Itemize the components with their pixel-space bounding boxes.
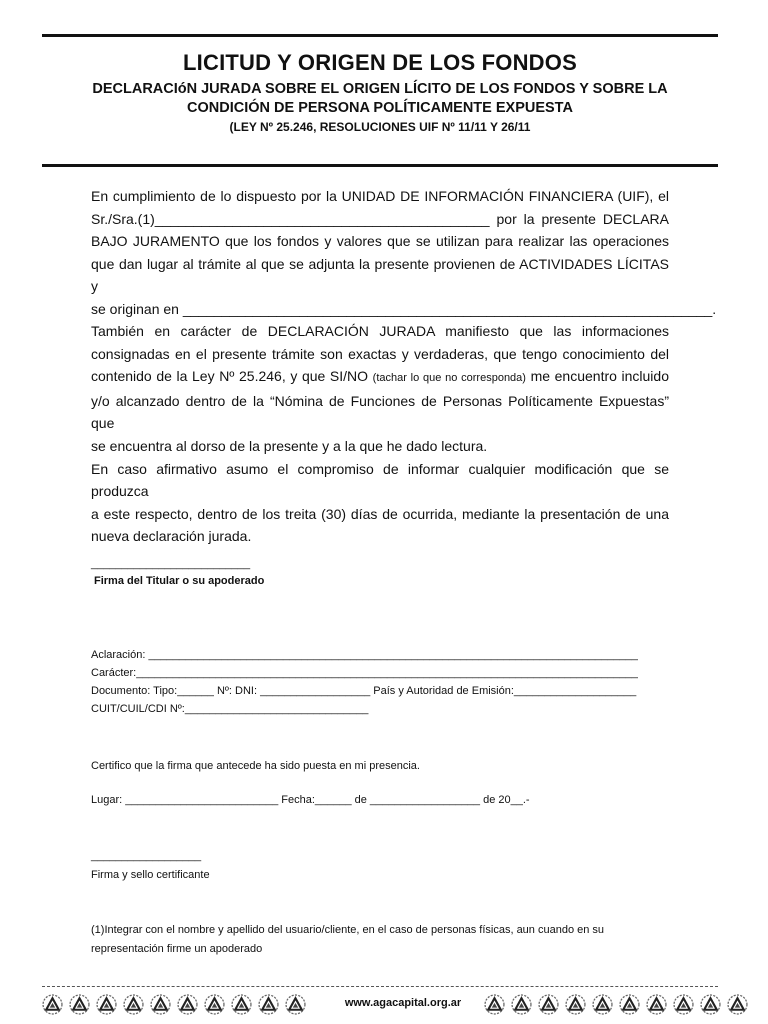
- para2-line3-end: me encuentro incluido: [525, 368, 669, 385]
- triangle-logo-icon: [42, 994, 63, 1015]
- para2-line: y/o alcanzado dentro de la “Nómina de Funciones de Personas Políticamente Expuestas” que: [91, 392, 669, 432]
- triangle-logo-icon: [619, 994, 640, 1015]
- certifier-signature-line: __________________: [91, 850, 202, 862]
- page-subtitle: [42, 80, 718, 118]
- para1-line: En cumplimiento de lo dispuesto por la UNIDAD DE INFORMACIÓN FINANCIERA (UIF), el: [91, 188, 669, 204]
- para1-line: se originan en ____________________________________________________________________.: [91, 300, 717, 317]
- triangle-logo-icon: [511, 994, 532, 1015]
- para2-line: se encuentra al dorso de la presente y a la que he dado lectura.: [91, 437, 488, 454]
- caracter-field[interactable]: Carácter:__________________________________________________________________________________: [91, 667, 638, 679]
- para1-line: Sr./Sra.(1)___________________________________________ por la presente DECLARA: [91, 210, 669, 227]
- triangle-logo-icon: [150, 994, 171, 1015]
- pep-paragraph: [91, 320, 669, 548]
- para2-line: consignadas en el presente trámite son exactas y verdaderas, que tengo conocimiento del: [91, 345, 669, 362]
- para1-line: que dan lugar al trámite al que se adjunta la presente provienen de ACTIVIDADES LÍCITAS y: [91, 255, 669, 295]
- footer-logos-right: [484, 994, 748, 1015]
- triangle-logo-icon: [69, 994, 90, 1015]
- triangle-logo-icon: [123, 994, 144, 1015]
- triangle-logo-icon: [538, 994, 559, 1015]
- triangle-logo-icon: [204, 994, 225, 1015]
- page-footer: [42, 986, 718, 1022]
- footer-top-rule: [42, 986, 718, 988]
- triangle-logo-icon: [177, 994, 198, 1015]
- para2-line: También en carácter de DECLARACIÓN JURADA manifiesto que las informaciones: [91, 323, 669, 339]
- para2-line: nueva declaración jurada.: [91, 528, 252, 545]
- lugar-fecha-field[interactable]: Lugar: _________________________ Fecha:______ de __________________ de 20__.-: [91, 794, 530, 806]
- triangle-logo-icon: [258, 994, 279, 1015]
- cuit-field[interactable]: CUIT/CUIL/CDI Nº:______________________________: [91, 703, 369, 715]
- documento-field[interactable]: Documento: Tipo:______ Nº: DNI: __________________ País y Autoridad de Emisión:____________________: [91, 685, 637, 697]
- para2-line3-note: (tachar lo que no corresponda): [372, 372, 526, 385]
- declaration-paragraph: [91, 185, 717, 321]
- para2-line3-start: contenido de la Ley Nº 25.246, y que SI/NO: [91, 368, 373, 385]
- triangle-logo-icon: [700, 994, 721, 1015]
- aclaracion-field[interactable]: Aclaración: ________________________________________________________________________________: [91, 649, 638, 661]
- footnote-line-1: (1)Integrar con el nombre y apellido del usuario/cliente, en el caso de personas físicas, aun cuando en su: [91, 924, 605, 936]
- footnote-line-2: representación firme un apoderado: [91, 943, 263, 955]
- triangle-logo-icon: [96, 994, 117, 1015]
- footer-website[interactable]: www.agacapital.org.ar: [344, 997, 462, 1009]
- triangle-logo-icon: [285, 994, 306, 1015]
- certify-text: Certifico que la firma que antecede ha sido puesta en mi presencia.: [91, 760, 420, 772]
- page-title: LICITUD Y ORIGEN DE LOS FONDOS: [183, 50, 577, 75]
- signature-line: __________________________: [91, 558, 251, 570]
- para2-line: [91, 365, 669, 390]
- para1-line: BAJO JURAMENTO que los fondos y valores que se utilizan para realizar las operaciones: [91, 233, 669, 250]
- para2-line: En caso afirmativo asumo el compromiso de informar cualquier modificación que se produzca: [91, 460, 669, 500]
- triangle-logo-icon: [231, 994, 252, 1015]
- law-reference: (LEY Nº 25.246, RESOLUCIONES UIF Nº 11/11 Y 26/11: [229, 120, 531, 134]
- certifier-signature-label: Firma y sello certificante: [91, 869, 210, 881]
- triangle-logo-icon: [727, 994, 748, 1015]
- subtitle-line-2: CONDICIÓN DE PERSONA POLÍTICAMENTE EXPUESTA: [187, 100, 573, 116]
- subtitle-line-1: DECLARACIóN JURADA SOBRE EL ORIGEN LÍCITO DE LOS FONDOS Y SOBRE LA: [92, 81, 668, 97]
- signature-label: Firma del Titular o su apoderado: [94, 575, 265, 587]
- triangle-logo-icon: [565, 994, 586, 1015]
- triangle-logo-icon: [484, 994, 505, 1015]
- header-bottom-rule: [42, 164, 718, 167]
- footer-logos-left: [42, 994, 306, 1015]
- top-rule: [42, 34, 718, 37]
- triangle-logo-icon: [646, 994, 667, 1015]
- triangle-logo-icon: [673, 994, 694, 1015]
- para2-line: a este respecto, dentro de los treita (30) días de ocurrida, mediante la presentación de una: [91, 505, 669, 522]
- triangle-logo-icon: [592, 994, 613, 1015]
